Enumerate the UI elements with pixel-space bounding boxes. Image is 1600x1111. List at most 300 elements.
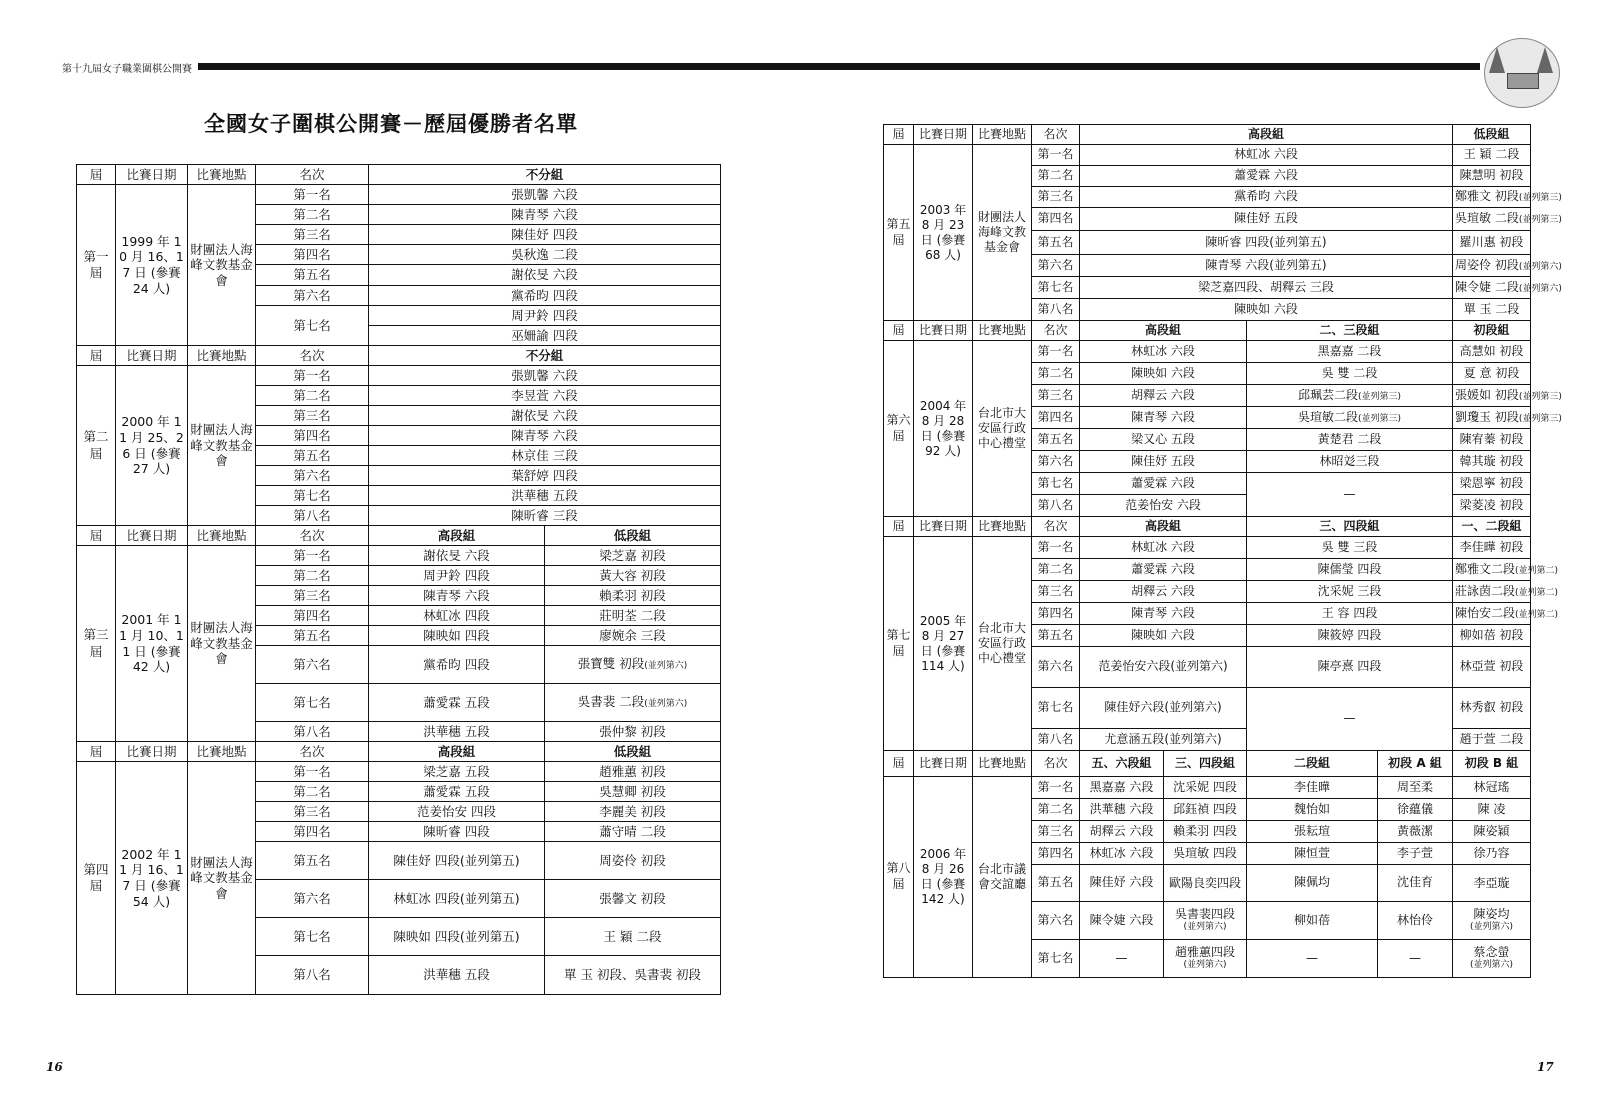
cell-text: 張馨文 初段	[599, 890, 666, 906]
cell-text: 財團法人海峰文教基金會	[190, 854, 253, 901]
rank-cell	[1032, 647, 1080, 688]
high-group-cell	[1080, 231, 1453, 255]
cell-text: 謝依旻 六段	[423, 547, 490, 563]
rank-cell	[256, 626, 369, 646]
cell-text: 陳亭熹 四段	[1317, 659, 1382, 674]
col-rank	[256, 165, 369, 185]
venue-cell	[188, 762, 256, 995]
high-group-cell	[369, 880, 545, 918]
group-1b-cell	[1453, 843, 1531, 865]
edition-cell	[884, 145, 914, 321]
winners-table-left	[76, 164, 721, 995]
cell-text: 洪華穗 五段	[511, 487, 578, 503]
table-row	[77, 546, 721, 566]
rank-cell	[1032, 385, 1080, 407]
col-date	[914, 321, 973, 341]
cell-text: 陳青琴 六段	[1131, 605, 1195, 620]
rank-cell	[256, 286, 369, 306]
cell-text: 洪華穗 五段	[423, 723, 490, 739]
low-group-cell	[1453, 385, 1562, 407]
cell-text: 李昱萱 六段	[511, 387, 578, 403]
cell-text: 吳瑄敏二段	[1297, 409, 1358, 424]
cell-text: 第二名	[1037, 561, 1074, 576]
cell-text: 第八屆	[886, 861, 911, 891]
cell-text: 陳佩均	[1293, 875, 1330, 890]
col-date	[116, 346, 188, 366]
winner-cell	[369, 205, 721, 225]
cell-text: 比賽地點	[977, 126, 1026, 141]
cell-text: 陳筱婷 四段	[1317, 627, 1382, 642]
go-emblem-icon	[1484, 38, 1560, 108]
cell-text: 比賽日期	[126, 527, 177, 543]
header-row	[77, 742, 721, 762]
col-group	[545, 742, 721, 762]
low-group-cell	[545, 566, 721, 586]
cell-text: 第四名	[293, 427, 331, 443]
cell-text: 陳怡安二段	[1455, 605, 1516, 620]
cell-text: 張凱馨 六段	[511, 367, 578, 383]
cell-text: 陳姿均	[1473, 907, 1510, 922]
rank-cell	[1032, 603, 1080, 625]
date-cell	[914, 145, 973, 321]
cell-text: 屆	[892, 322, 905, 337]
cell-text: 第七名	[293, 928, 331, 944]
high-group-cell	[1080, 187, 1453, 208]
high-group-cell	[1080, 407, 1247, 429]
cell-text: 第二屆	[83, 429, 109, 461]
cell-text: 高段組	[1144, 322, 1181, 337]
col-date	[914, 517, 973, 537]
winner-cell	[369, 306, 721, 326]
high-group-cell	[1080, 495, 1247, 517]
empty-cell	[1378, 940, 1453, 978]
edition-cell	[77, 762, 116, 995]
cell-text: 第八名	[1037, 301, 1074, 316]
cell-text: 第一名	[293, 367, 331, 383]
rank-cell	[256, 245, 369, 265]
cell-text: 高段組	[1248, 126, 1285, 141]
low-group-cell	[1453, 473, 1531, 495]
high-group-cell	[369, 684, 545, 722]
winners-table-right	[883, 124, 1562, 978]
cell-text: 韓其璇 初段	[1459, 453, 1524, 468]
cell-text: 蕭愛霖 五段	[423, 783, 490, 799]
cell-text: 一、二段組	[1461, 518, 1522, 533]
cell-text: 屆	[892, 126, 905, 141]
mid-group-cell	[1247, 625, 1453, 647]
col-group	[1453, 125, 1531, 145]
cell-text: 屆	[89, 347, 103, 363]
cell-text: 比賽地點	[977, 518, 1026, 533]
mid-group-cell	[1247, 537, 1453, 559]
col-group	[1247, 321, 1453, 341]
cell-text: 林京佳 三段	[511, 447, 578, 463]
cell-text: 林亞萱 初段	[1459, 659, 1524, 674]
cell-text: 第六名	[1037, 257, 1074, 272]
cell-text: 第八名	[293, 507, 331, 523]
cell-text: 第七名	[1037, 279, 1074, 294]
date-cell	[914, 537, 973, 751]
cell-text: 不分組	[525, 347, 564, 363]
venue-cell	[973, 145, 1032, 321]
cell-text: 屆	[89, 527, 103, 543]
date-cell	[116, 762, 188, 995]
venue-cell	[973, 341, 1032, 517]
rank-cell	[1032, 559, 1080, 581]
group-56-cell	[1080, 777, 1164, 799]
edition-cell	[77, 546, 116, 742]
cell-text: 1999 年 10 月 16、17 日 (參賽 24 人)	[119, 233, 184, 296]
header-rule	[198, 63, 1480, 70]
cell-text: 第四名	[1037, 211, 1074, 226]
low-group-cell	[1453, 688, 1531, 729]
rank-cell	[1032, 299, 1080, 321]
high-group-cell	[369, 722, 545, 742]
cell-text: 2006 年 8 月 26 日 (參賽 142 人)	[919, 847, 967, 906]
cell-text: 鄭雅文二段	[1455, 561, 1516, 576]
low-group-cell	[1453, 145, 1531, 166]
col-date	[116, 742, 188, 762]
high-group-cell	[1080, 385, 1247, 407]
cell-text: 台北市大安區行政中心禮堂	[977, 621, 1026, 665]
cell-text: 陳映如 四段(並列第五)	[393, 928, 520, 944]
col-group	[1080, 517, 1247, 537]
group-1a-cell	[1378, 821, 1453, 843]
high-group-cell	[1080, 255, 1453, 277]
rank-cell	[256, 185, 369, 205]
rank-cell	[1032, 208, 1080, 231]
group-1b-cell	[1453, 821, 1531, 843]
winner-cell	[369, 286, 721, 306]
cell-text: 陳映如 六段	[1131, 627, 1195, 642]
cell-text: 第四名	[293, 823, 331, 839]
cell-text: 單 玉 初段、吳書裴 初段	[564, 967, 701, 983]
winner-cell	[369, 326, 721, 346]
cell-text: 名次	[299, 347, 325, 363]
group-1b-cell	[1453, 777, 1531, 799]
tie-note: (並列第六)	[1470, 960, 1514, 971]
rank-cell	[1032, 145, 1080, 166]
rank-cell	[1032, 451, 1080, 473]
cell-text: 陳昕睿 四段(並列第五)	[1205, 234, 1327, 249]
cell-text: 低段組	[613, 527, 652, 543]
cell-text: 高段組	[437, 527, 476, 543]
venue-cell	[188, 546, 256, 742]
page-number-right: 17	[1537, 1060, 1554, 1074]
rank-cell	[1032, 495, 1080, 517]
col-group	[1080, 751, 1164, 777]
cell-text: 名次	[1043, 322, 1068, 337]
cell-text: 陳宥蓁 初段	[1459, 431, 1524, 446]
cell-text: 第八名	[293, 967, 331, 983]
cell-text: 范姜怡安 四段	[417, 803, 496, 819]
group-34-cell	[1164, 777, 1247, 799]
cell-text: 邱珮芸二段	[1297, 387, 1358, 402]
cell-text: 第二名	[1037, 365, 1074, 380]
cell-text: 陳佳妤六段(並列第六)	[1104, 700, 1222, 715]
cell-text: 黑嘉嘉 六段	[1089, 779, 1154, 794]
edition-cell	[884, 537, 914, 751]
cell-text: 第四名	[1037, 605, 1074, 620]
col-place	[973, 517, 1032, 537]
cell-text: 第五名	[1037, 627, 1074, 642]
group-2-cell	[1247, 902, 1378, 940]
cell-text: 第二名	[1037, 168, 1074, 183]
cell-text: 陳青琴 六段	[1131, 409, 1195, 424]
col-place	[973, 125, 1032, 145]
group-56-cell	[1080, 902, 1164, 940]
cell-text: 第一名	[293, 763, 331, 779]
low-group-cell	[1453, 341, 1531, 363]
low-group-cell	[1453, 729, 1531, 751]
group-56-cell	[1080, 799, 1164, 821]
cell-text: 第六名	[1037, 912, 1074, 927]
cell-text: 洪華穗 五段	[423, 967, 490, 983]
cell-text: 陳儒瑩 四段	[1317, 561, 1382, 576]
cell-text: 低段組	[613, 743, 652, 759]
high-group-cell	[369, 566, 545, 586]
cell-text: 第八名	[293, 723, 331, 739]
col-jie	[884, 321, 914, 341]
cell-text: 吳慧卿 初段	[599, 783, 666, 799]
cell-text: 陳慧明 初段	[1459, 168, 1524, 183]
cell-text: —	[1343, 486, 1356, 501]
cell-text: 第五名	[293, 267, 331, 283]
high-group-cell	[369, 822, 545, 842]
cell-text: 第四名	[1037, 845, 1074, 860]
low-group-cell	[545, 918, 721, 956]
col-jie	[884, 751, 914, 777]
cell-text: 劉瓊玉 初段	[1455, 409, 1519, 424]
mid-group-cell	[1247, 363, 1453, 385]
cell-text: 第四名	[1037, 409, 1074, 424]
rank-cell	[1032, 341, 1080, 363]
cell-text: 吳瑄敏 四段	[1173, 846, 1237, 860]
cell-text: 比賽地點	[196, 743, 247, 759]
cell-text: 第三名	[293, 587, 331, 603]
rank-cell	[256, 205, 369, 225]
cell-text: 吳書裴 二段	[577, 694, 645, 710]
group-34-cell	[1164, 843, 1247, 865]
group-1a-cell	[1378, 843, 1453, 865]
cell-text: 徐蘊儀	[1397, 801, 1434, 816]
col-rank	[1032, 321, 1080, 341]
cell-text: 比賽日期	[126, 347, 177, 363]
table-row	[884, 537, 1531, 559]
high-group-cell	[369, 802, 545, 822]
low-group-cell	[545, 842, 721, 880]
rank-cell	[1032, 902, 1080, 940]
rank-cell	[256, 762, 369, 782]
cell-text: 林虹冰 四段(並列第五)	[393, 890, 520, 906]
col-group	[1453, 321, 1531, 341]
cell-text: 第三名	[1037, 823, 1074, 838]
cell-text: 巫姍諭 四段	[511, 327, 578, 343]
low-group-cell	[545, 822, 721, 842]
col-date	[116, 165, 188, 185]
rank-cell	[256, 918, 369, 956]
col-jie	[884, 517, 914, 537]
mid-group-cell	[1247, 581, 1453, 603]
high-group-cell	[1080, 729, 1247, 751]
col-place	[973, 321, 1032, 341]
high-group-cell	[369, 586, 545, 606]
cell-text: 陳青琴 六段	[511, 427, 578, 443]
cell-text: 名次	[299, 743, 325, 759]
cell-text: 張媛如 初段	[1455, 387, 1519, 402]
cell-text: 謝依旻 六段	[511, 407, 578, 423]
cell-text: 徐乃容	[1473, 846, 1510, 860]
low-group-cell	[545, 626, 721, 646]
cell-text: 吳瑄敏 二段	[1455, 211, 1519, 226]
col-group	[369, 526, 545, 546]
high-group-cell	[1080, 473, 1247, 495]
cell-text: 李子萱	[1397, 845, 1434, 860]
group-1a-cell	[1378, 865, 1453, 902]
cell-text: 名次	[1043, 518, 1068, 533]
rank-cell	[256, 265, 369, 286]
cell-text: 第七名	[293, 487, 331, 503]
cell-text: 財團法人海峰文教基金會	[190, 422, 253, 469]
cell-text: 名次	[1043, 126, 1068, 141]
rank-cell	[256, 506, 369, 526]
cell-text: 賴柔羽 四段	[1173, 824, 1237, 838]
cell-text: 高段組	[437, 743, 476, 759]
rank-cell	[1032, 799, 1080, 821]
low-group-cell	[545, 586, 721, 606]
rank-cell	[256, 225, 369, 245]
high-group-cell	[1080, 688, 1247, 729]
cell-text: 第八名	[1037, 497, 1074, 512]
rank-cell	[256, 566, 369, 586]
low-group-cell	[1453, 451, 1531, 473]
low-group-cell	[1453, 255, 1562, 277]
winner-cell	[369, 386, 721, 406]
cell-text: 第二名	[293, 567, 331, 583]
group-2-cell	[1247, 799, 1378, 821]
high-group-cell	[1080, 603, 1247, 625]
cell-text: 陳映如 四段	[423, 627, 490, 643]
cell-text: 歐陽良奕四段	[1168, 875, 1241, 890]
tie-note: (並列第六)	[1470, 922, 1514, 933]
low-group-cell	[545, 880, 721, 918]
page-title: 全國女子圍棋公開賽－歷屆優勝者名單	[204, 112, 578, 136]
cell-text: 第七屆	[886, 627, 911, 658]
low-group-cell	[545, 762, 721, 782]
group-1a-cell	[1378, 799, 1453, 821]
cell-text: 屆	[892, 755, 905, 770]
cell-text: 梁又心 五段	[1131, 431, 1195, 446]
rank-cell	[1032, 688, 1080, 729]
col-group	[1080, 321, 1247, 341]
date-cell	[914, 341, 973, 517]
rank-cell	[256, 822, 369, 842]
group-34-cell	[1164, 940, 1247, 978]
table-row	[77, 185, 721, 205]
winner-cell	[369, 446, 721, 466]
cell-text: 屆	[89, 166, 103, 182]
low-group-cell	[545, 646, 721, 684]
cell-text: 比賽日期	[126, 743, 177, 759]
col-group	[369, 742, 545, 762]
col-place	[188, 346, 256, 366]
group-1b-cell	[1453, 902, 1531, 940]
mid-group-cell	[1247, 429, 1453, 451]
group-1a-cell	[1378, 777, 1453, 799]
cell-text: 周姿伶 初段	[599, 852, 666, 868]
rank-cell	[256, 606, 369, 626]
cell-text: 初段 B 組	[1464, 755, 1519, 770]
cell-text: 第四名	[293, 607, 331, 623]
high-group-cell	[1080, 451, 1247, 473]
cell-text: 2001 年 11 月 10、11 日 (參賽 42 人)	[119, 612, 184, 675]
rank-cell	[256, 386, 369, 406]
col-date	[914, 751, 973, 777]
cell-text: 初段組	[1473, 322, 1510, 337]
cell-text: 比賽日期	[918, 322, 967, 337]
cell-text: 王 穎 二段	[603, 928, 662, 944]
low-group-cell	[545, 684, 721, 722]
cell-text: 財團法人海峰文教基金會	[190, 620, 253, 667]
cell-text: 梁恩寧 初段	[1459, 475, 1524, 490]
cell-text: 陳映如 六段	[1131, 365, 1195, 380]
cell-text: 第五名	[293, 627, 331, 643]
cell-text: 第六屆	[886, 412, 911, 443]
cell-text: 梁芝嘉 五段	[423, 763, 490, 779]
group-1a-cell	[1378, 902, 1453, 940]
low-group-cell	[1453, 495, 1531, 517]
col-jie	[77, 526, 116, 546]
cell-text: 洪華穗 六段	[1089, 801, 1154, 816]
table-row	[884, 341, 1531, 363]
cell-text: 黨希昀 四段	[423, 656, 490, 672]
col-rank	[1032, 125, 1080, 145]
cell-text: 陳佳妤 四段	[511, 226, 578, 242]
high-group-cell	[1080, 341, 1247, 363]
cell-text: 第六名	[293, 467, 331, 483]
table-row	[77, 366, 721, 386]
header-row	[77, 346, 721, 366]
cell-text: 周至柔	[1397, 779, 1434, 794]
tie-note: (並列第六)	[1518, 261, 1562, 272]
rank-cell	[256, 802, 369, 822]
mid-group-cell	[1247, 407, 1453, 429]
col-group	[1080, 125, 1453, 145]
rank-cell	[256, 426, 369, 446]
cell-text: 二、三段組	[1319, 322, 1380, 337]
col-place	[188, 526, 256, 546]
group-1b-cell	[1453, 865, 1531, 902]
cell-text: 莊明荃 二段	[599, 607, 666, 623]
cell-text: 2000 年 11 月 25、26 日 (參賽 27 人)	[119, 414, 184, 477]
rank-cell	[256, 646, 369, 684]
cell-text: 黃薇潔	[1397, 823, 1434, 838]
cell-text: 財團法人海峰文教基金會	[190, 241, 253, 288]
high-group-cell	[1080, 208, 1453, 231]
cell-text: 比賽地點	[196, 527, 247, 543]
col-group	[1247, 517, 1453, 537]
rank-cell	[1032, 625, 1080, 647]
cell-text: 林虹冰 六段	[1131, 539, 1195, 554]
cell-text: —	[1343, 711, 1356, 726]
high-group-cell	[1080, 581, 1247, 603]
high-group-cell	[369, 782, 545, 802]
col-rank	[256, 742, 369, 762]
winner-cell	[369, 506, 721, 526]
cell-text: 黑嘉嘉 二段	[1317, 343, 1382, 358]
cell-text: 第七名	[293, 317, 331, 333]
cell-text: 李亞璇	[1473, 875, 1510, 890]
